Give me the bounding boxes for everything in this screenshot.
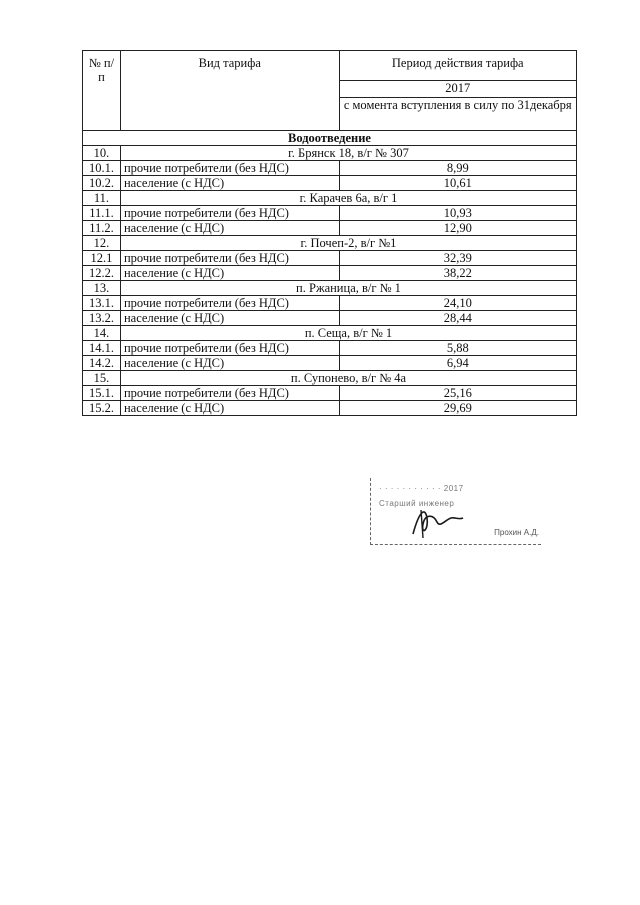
row-num: 11.2. <box>83 221 121 236</box>
group-row <box>83 191 577 206</box>
table-row <box>83 251 577 266</box>
row-consumer: население (с НДС) <box>120 266 339 281</box>
group-num: 14. <box>83 326 121 341</box>
row-consumer: прочие потребители (без НДС) <box>120 296 339 311</box>
section-title: Водоотведение <box>83 131 577 146</box>
row-num: 14.2. <box>83 356 121 371</box>
row-consumer: население (с НДС) <box>120 221 339 236</box>
row-consumer: население (с НДС) <box>120 401 339 416</box>
row-tariff-value: 10,93 <box>339 206 576 221</box>
header-year: 2017 <box>339 81 576 98</box>
row-consumer: прочие потребители (без НДС) <box>120 386 339 401</box>
row-num: 15.1. <box>83 386 121 401</box>
row-tariff-value: 29,69 <box>339 401 576 416</box>
row-tariff-value: 25,16 <box>339 386 576 401</box>
row-consumer: прочие потребители (без НДС) <box>120 206 339 221</box>
row-num: 10.2. <box>83 176 121 191</box>
row-tariff-value: 8,99 <box>339 161 576 176</box>
header-type: Вид тарифа <box>120 51 339 131</box>
header-num: № п/п <box>83 51 121 131</box>
table-row <box>83 206 577 221</box>
group-title: п. Ржаница, в/г № 1 <box>120 281 576 296</box>
table-header <box>83 51 577 131</box>
group-num: 15. <box>83 371 121 386</box>
row-tariff-value: 32,39 <box>339 251 576 266</box>
table-row <box>83 176 577 191</box>
row-consumer: население (с НДС) <box>120 176 339 191</box>
row-num: 14.1. <box>83 341 121 356</box>
table-row <box>83 311 577 326</box>
row-consumer: население (с НДС) <box>120 356 339 371</box>
row-num: 15.2. <box>83 401 121 416</box>
group-row <box>83 371 577 386</box>
group-row <box>83 146 577 161</box>
stamp-signatory-name: Прохин А.Д. <box>494 528 539 537</box>
table-row <box>83 386 577 401</box>
group-row <box>83 281 577 296</box>
row-tariff-value: 24,10 <box>339 296 576 311</box>
row-consumer: прочие потребители (без НДС) <box>120 341 339 356</box>
row-num: 11.1. <box>83 206 121 221</box>
group-row <box>83 236 577 251</box>
table-row <box>83 401 577 416</box>
group-title: г. Карачев 6а, в/г 1 <box>120 191 576 206</box>
group-num: 13. <box>83 281 121 296</box>
group-title: п. Сеща, в/г № 1 <box>120 326 576 341</box>
signature-icon <box>407 504 467 540</box>
row-consumer: прочие потребители (без НДС) <box>120 251 339 266</box>
row-num: 13.2. <box>83 311 121 326</box>
row-num: 12.2. <box>83 266 121 281</box>
group-num: 11. <box>83 191 121 206</box>
row-tariff-value: 12,90 <box>339 221 576 236</box>
row-num: 10.1. <box>83 161 121 176</box>
row-consumer: прочие потребители (без НДС) <box>120 161 339 176</box>
row-consumer: население (с НДС) <box>120 311 339 326</box>
row-num: 13.1. <box>83 296 121 311</box>
row-num: 12.1 <box>83 251 121 266</box>
group-num: 12. <box>83 236 121 251</box>
table-row <box>83 221 577 236</box>
group-num: 10. <box>83 146 121 161</box>
stamp-line-2: Старший инженер <box>379 499 455 508</box>
table-row <box>83 266 577 281</box>
row-tariff-value: 6,94 <box>339 356 576 371</box>
group-row <box>83 326 577 341</box>
table-body <box>83 131 577 416</box>
table-row <box>83 356 577 371</box>
tariff-table <box>82 50 577 416</box>
row-tariff-value: 5,88 <box>339 341 576 356</box>
stamp-line-1: · · · · · · · · · · · 2017 <box>379 484 464 493</box>
row-tariff-value: 38,22 <box>339 266 576 281</box>
approval-stamp <box>370 478 541 545</box>
group-title: г. Брянск 18, в/г № 307 <box>120 146 576 161</box>
group-title: п. Супонево, в/г № 4а <box>120 371 576 386</box>
table-row <box>83 161 577 176</box>
row-tariff-value: 10,61 <box>339 176 576 191</box>
table-row <box>83 296 577 311</box>
header-period-note: с момента вступления в силу по 31декабря <box>339 98 576 131</box>
table-row <box>83 341 577 356</box>
row-tariff-value: 28,44 <box>339 311 576 326</box>
group-title: г. Почеп-2, в/г №1 <box>120 236 576 251</box>
header-period: Период действия тарифа <box>339 51 576 81</box>
